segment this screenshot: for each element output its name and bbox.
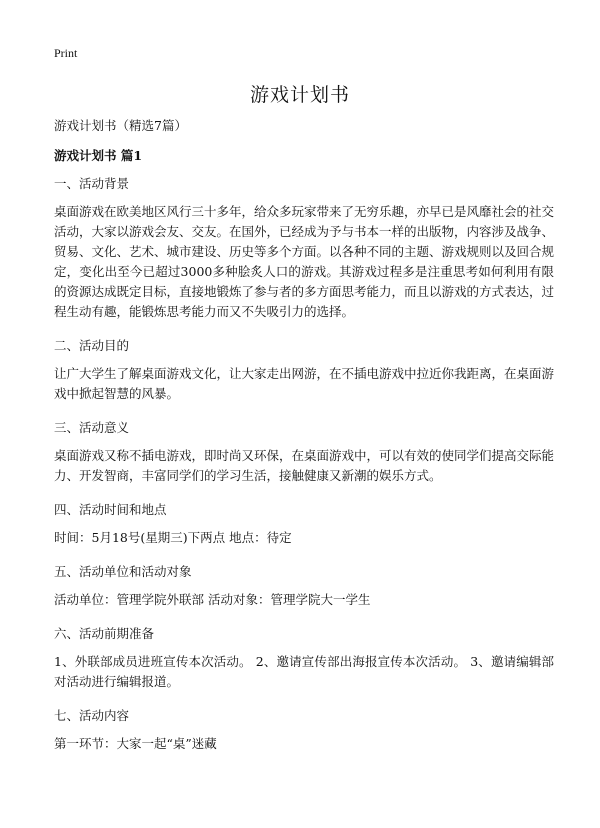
section-body-organizer: 活动单位：管理学院外联部 活动对象：管理学院大一学生 — [54, 592, 371, 607]
document-subtitle: 游戏计划书（精选7篇） — [54, 118, 187, 133]
section-heading-significance: 三、活动意义 — [54, 420, 130, 435]
section-heading-preparation: 六、活动前期准备 — [54, 626, 155, 641]
document-title: 游戏计划书 — [249, 84, 350, 106]
section-body-time-place: 时间：5月18号(星期三)下两点 地点：待定 — [54, 530, 292, 545]
article-heading: 游戏计划书 篇1 — [54, 148, 143, 163]
section-body-content: 第一环节：大家一起“桌”迷藏 — [54, 736, 217, 751]
section-heading-background: 一、活动背景 — [54, 176, 130, 191]
section-body-background: 桌面游戏在欧美地区风行三十多年，给众多玩家带来了无穷乐趣，亦早已是风靡社会的社交活动，大家以游戏会友、交友。在国外，已经成为予与书本一样的出版物，内容涉及战争、贸易、文化、艺术、城市建设、历史等多个方面。以各种不同的主题、游戏规则以及回合规定，变化出至今已超过3000多种脍炙人口的游戏。其游戏过程多是注重思考如何利用有限的资源达成既定目标，直接地锻炼了参与者的多方面思考能力，而且以游戏的方式表达，过程生动有趣，能锻炼思考能力而又不失吸引力的选择。 — [54, 204, 555, 319]
print-label: Print — [54, 46, 78, 60]
section-body-significance: 桌面游戏又称不插电游戏，即时尚又环保，在桌面游戏中，可以有效的使同学们提高交际能力、开发智商，丰富同学们的学习生活，接触健康又新潮的娱乐方式。 — [54, 448, 555, 483]
section-heading-purpose: 二、活动目的 — [54, 338, 130, 353]
document-content — [54, 116, 554, 768]
section-heading-content: 七、活动内容 — [54, 708, 130, 723]
section-heading-organizer: 五、活动单位和活动对象 — [54, 564, 192, 579]
section-body-preparation: 1、外联部成员进班宣传本次活动。 2、邀请宣传部出海报宣传本次活动。 3、邀请编辑部对活动进行编辑报道。 — [54, 654, 554, 689]
section-body-purpose: 让广大学生了解桌面游戏文化，让大家走出网游，在不插电游戏中拉近你我距离，在桌面游戏中掀起智慧的风暴。 — [54, 366, 555, 401]
section-heading-time-place: 四、活动时间和地点 — [54, 502, 167, 517]
